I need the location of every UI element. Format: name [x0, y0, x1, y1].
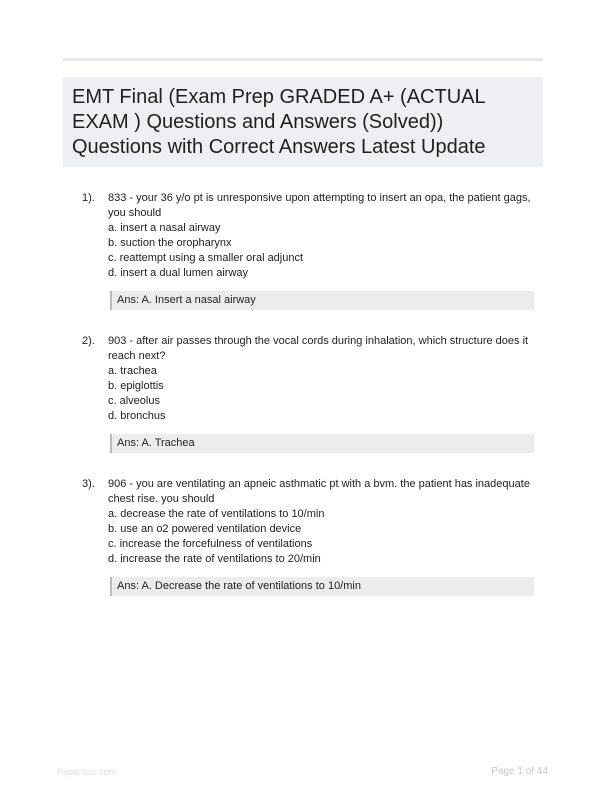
- option-d: d. increase the rate of ventilations to 20/min: [108, 553, 321, 565]
- option-d: d. insert a dual lumen airway: [108, 267, 249, 279]
- header-divider: [63, 58, 543, 61]
- question-stem: 833 - your 36 y/o pt is unresponsive upon attempting to insert an opa, the patient gags, you should: [108, 192, 531, 219]
- question-stem: 906 - you are ventilating an apneic asthmatic pt with a bvm. the patient has inadequate chest rise. you should: [108, 478, 530, 505]
- question-stem: 903 - after air passes through the vocal cords during inhalation, which structure does it reach next?: [108, 335, 529, 362]
- page-number: Page 1 of 44: [491, 766, 548, 777]
- option-a: a. trachea: [108, 365, 157, 377]
- option-b: b. suction the oropharynx: [108, 237, 232, 249]
- option-b: b. epiglottis: [108, 380, 164, 392]
- document-title: EMT Final (Exam Prep GRADED A+ (ACTUAL EXAM ) Questions and Answers (Solved)) Questions with Correct Answers Latest Update: [72, 86, 486, 158]
- question-body: [108, 334, 534, 424]
- footer-watermark: Paperlibic.com: [57, 767, 117, 777]
- option-d: d. bronchus: [108, 410, 166, 422]
- question-body: [108, 191, 534, 281]
- option-a: a. decrease the rate of ventilations to 10/min: [108, 508, 325, 520]
- question-body: [108, 477, 534, 567]
- title-banner: [63, 77, 543, 167]
- question-number: 2).: [82, 335, 95, 347]
- answer-box: Ans: A. Insert a nasal airway: [110, 291, 534, 310]
- answer-box: Ans: A. Trachea: [110, 434, 534, 453]
- option-c: c. alveolus: [108, 395, 160, 407]
- option-b: b. use an o2 powered ventilation device: [108, 523, 302, 535]
- option-a: a. insert a nasal airway: [108, 222, 221, 234]
- option-c: c. reattempt using a smaller oral adjunct: [108, 252, 304, 264]
- answer-box: Ans: A. Decrease the rate of ventilations to 10/min: [110, 577, 534, 596]
- option-c: c. increase the forcefulness of ventilations: [108, 538, 313, 550]
- question-number: 1).: [82, 192, 95, 204]
- question-number: 3).: [82, 478, 95, 490]
